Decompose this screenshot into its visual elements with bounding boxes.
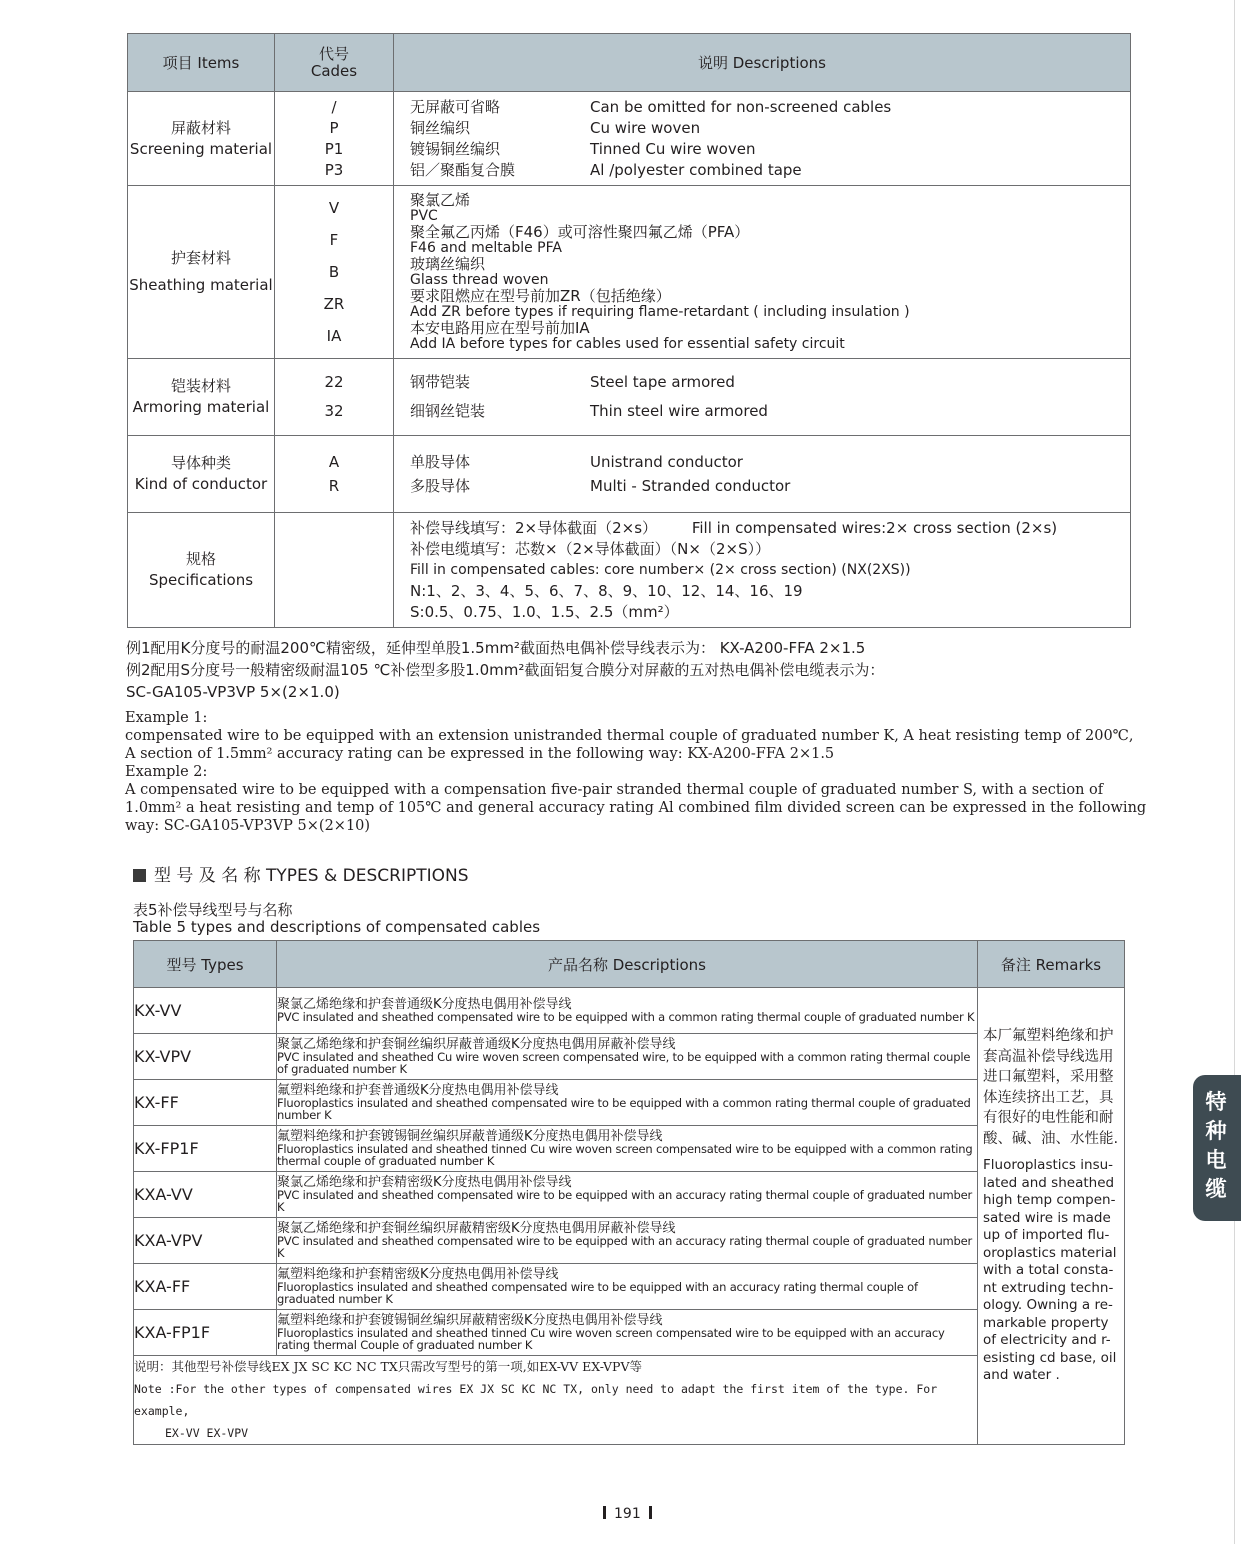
type-code: KX-VV	[134, 988, 277, 1034]
spec-line-1-zh: 补偿导线填写：2×导体截面（2×s）	[410, 518, 658, 537]
type-description-zh: 聚氯乙烯绝缘和护套普通级K分度热电偶用补偿导线	[277, 996, 572, 1012]
page-number-bar-icon	[603, 1506, 606, 1519]
desc-en: Can be omitted for non-screened cables	[590, 97, 892, 116]
header-codes-en: Cades	[310, 61, 358, 80]
item-en: Sheathing material	[129, 276, 273, 294]
header-types: 型号 Types	[134, 941, 277, 988]
note-en: Note :For the other types of compensated wires EX JX SC KC NC TX, only need to adapt the first item of the type. For example,	[134, 1382, 938, 1418]
remarks-cell	[978, 988, 1125, 1445]
codes-screening	[275, 92, 394, 186]
type-description-zh: 氟塑料绝缘和护套精密级K分度热电偶用补偿导线	[277, 1267, 559, 1282]
row-conductor	[128, 436, 1131, 513]
example-zh-line: 例2配用S分度号一般精密级耐温105 ℃补偿型多股1.0mm²截面铝复合膜分对屏蔽的五对热电偶补偿电缆表示为：	[126, 661, 885, 679]
desc-zh: 无屏蔽可省略	[410, 97, 501, 116]
desc-armoring	[394, 359, 1131, 436]
spec-line-4: N:1、2、3、4、5、6、7、8、9、10、12、14、16、19	[410, 581, 803, 600]
table2-caption-zh: 表5补偿导线型号与名称	[133, 901, 293, 919]
desc-en: PVC	[410, 208, 438, 224]
type-description	[277, 1310, 978, 1356]
type-code: KXA-VPV	[134, 1218, 277, 1264]
item-zh: 护套材料	[170, 249, 231, 267]
desc-zh: 多股导体	[410, 477, 471, 495]
row-armoring	[128, 359, 1131, 436]
type-description-zh: 氟塑料绝缘和护套镀锡铜丝编织屏蔽精密级K分度热电偶用补偿导线	[277, 1313, 663, 1328]
desc-en: Steel tape armored	[590, 373, 735, 391]
type-description	[277, 1126, 978, 1172]
header-codes	[275, 34, 394, 92]
table-row	[134, 1310, 1125, 1356]
item-zh: 导体种类	[170, 454, 231, 472]
type-description	[277, 1264, 978, 1310]
section-title	[133, 861, 469, 886]
table-row	[134, 1080, 1125, 1126]
desc-en: Thin steel wire armored	[590, 402, 768, 420]
desc-en: F46 and meltable PFA	[410, 240, 562, 256]
types-table	[133, 940, 1125, 1445]
side-tab-char: 种	[1205, 1119, 1227, 1143]
table2-caption	[133, 902, 540, 936]
type-description	[277, 1172, 978, 1218]
codes-table	[127, 33, 1131, 628]
side-tab-char: 特	[1205, 1090, 1227, 1114]
item-screening	[128, 92, 275, 186]
type-description-en: Fluoroplastics insulated and sheathed tinned Cu wire woven screen compensated wire to be equipped with an accuracy rating thermal Couple of graduated number K	[277, 1326, 945, 1352]
example-en-line: Example 2:	[125, 764, 208, 780]
item-en: Specifications	[148, 571, 254, 589]
desc-en: Add IA before types for cables used for essential safety circuit	[410, 336, 845, 352]
desc-en: Add ZR before types if requiring flame-retardant ( including insulation )	[410, 304, 910, 320]
square-bullet-icon	[133, 869, 146, 882]
table2-caption-en: Table 5 types and descriptions of compensated cables	[133, 918, 541, 936]
type-description-en: PVC insulated and sheathed compensated wire to be equipped with an accuracy rating thermal couple of graduated number K	[277, 1188, 973, 1214]
note-en-2: EX-VV EX-VPV	[165, 1426, 249, 1440]
example-en-line: compensated wire to be equipped with an extension unistranded thermal couple of graduated number K, A heat resisting temp of 200℃,	[125, 728, 1134, 744]
type-description-en: Fluoroplastics insulated and sheathed compensated wire to be equipped with an accuracy rating thermal couple of graduated number K	[277, 1280, 918, 1306]
code: F	[329, 231, 339, 249]
table-row	[134, 988, 1125, 1034]
example-en-line: A section of 1.5mm² accuracy rating can be expressed in the following way: KX-A200-FFA 2×1.5	[125, 746, 835, 762]
spec-line-3: Fill in compensated cables: core number× (2× cross section) (NX(2XS))	[410, 561, 911, 578]
type-description-zh: 氟塑料绝缘和护套普通级K分度热电偶用补偿导线	[277, 1083, 559, 1098]
type-description	[277, 988, 978, 1034]
example-zh-line: SC-GA105-VP3VP 5×(2×1.0)	[126, 683, 340, 701]
desc-zh: 聚氯乙烯	[410, 191, 471, 209]
item-zh: 铠装材料	[170, 377, 231, 395]
example-en-line: 1.0mm² a heat resisting and temp of 105℃ and general accuracy rating Al combined film divided screen can be expressed in the following	[125, 800, 1147, 816]
desc-en: Cu wire woven	[590, 118, 701, 137]
desc-zh: 聚全氟乙丙烯（F46）或可溶性聚四氟乙烯（PFA）	[410, 223, 750, 241]
desc-zh: 铝／聚酯复合膜	[410, 160, 516, 179]
item-armoring	[128, 359, 275, 436]
examples-en	[125, 709, 1155, 835]
desc-zh: 单股导体	[410, 453, 471, 471]
desc-sheathing	[394, 186, 1131, 359]
desc-en: Unistrand conductor	[590, 453, 743, 471]
codes-sheathing	[275, 186, 394, 359]
table-row	[134, 1172, 1125, 1218]
note-cell	[134, 1356, 978, 1445]
table-row	[134, 1034, 1125, 1080]
type-description-zh: 聚氯乙烯绝缘和护套铜丝编织屏蔽精密级K分度热电偶用屏蔽补偿导线	[277, 1221, 676, 1236]
type-code: KX-FP1F	[134, 1126, 277, 1172]
row-sheathing	[128, 186, 1131, 359]
row-specifications	[128, 513, 1131, 628]
row-screening	[128, 92, 1131, 186]
desc-specifications	[394, 513, 1131, 628]
code: IA	[326, 327, 342, 345]
note-zh: 说明：其他型号补偿导线EX JX SC KC NC TX只需改写型号的第一项,如EX-VV EX-VPV等	[134, 1359, 642, 1374]
side-tab-char: 缆	[1205, 1177, 1227, 1201]
type-description	[277, 1080, 978, 1126]
code: P1	[324, 139, 344, 158]
examples-zh	[126, 637, 884, 703]
code: P	[329, 118, 339, 137]
desc-zh: 本安电路用应在型号前加IA	[410, 319, 590, 337]
page-number-text: 191	[614, 1506, 641, 1522]
type-code: KX-FF	[134, 1080, 277, 1126]
header-codes-zh: 代号	[318, 44, 349, 63]
header-items: 项目 Items	[128, 34, 275, 92]
type-description	[277, 1218, 978, 1264]
spec-line-1-en: Fill in compensated wires:2× cross section (2×s)	[691, 518, 1058, 537]
header-descriptions: 说明 Descriptions	[394, 34, 1131, 92]
code: ZR	[323, 295, 345, 313]
example-en-line: A compensated wire to be equipped with a compensation five-pair stranded thermal couple of graduated number S, with a section of	[125, 782, 1104, 798]
desc-zh: 细钢丝铠装	[410, 402, 486, 420]
example-en-line: Example 1:	[125, 710, 208, 726]
spec-line-1	[410, 518, 1130, 539]
example-zh-line: 例1配用K分度号的耐温200℃精密级，延伸型单股1.5mm²截面热电偶补偿导线表示为： KX-A200-FFA 2×1.5	[126, 639, 866, 657]
type-description-en: PVC insulated and sheathed compensated wire to be equipped with a common rating thermal couple of graduated number K	[277, 1009, 975, 1024]
codes-specifications	[275, 513, 394, 628]
page-number-bar-icon	[649, 1506, 652, 1519]
code: V	[328, 199, 340, 217]
section-title-text: 型 号 及 名 称 TYPES & DESCRIPTIONS	[154, 866, 469, 886]
spec-line-2: 补偿电缆填写：芯数×（2×导体截面）（N×（2×S））	[410, 539, 771, 558]
type-code: KXA-FF	[134, 1264, 277, 1310]
note-row	[134, 1356, 1125, 1445]
code: A	[328, 453, 340, 471]
type-description-en: PVC insulated and sheathed Cu wire woven screen compensated wire, to be equipped with a common rating thermal couple of graduated number K	[277, 1050, 971, 1076]
item-zh: 规格	[185, 550, 216, 568]
item-en: Screening material	[129, 139, 273, 158]
header-product-descriptions: 产品名称 Descriptions	[277, 941, 978, 988]
codes-conductor	[275, 436, 394, 513]
type-description-zh: 氟塑料绝缘和护套镀锡铜丝编织屏蔽普通级K分度热电偶用补偿导线	[277, 1129, 663, 1144]
item-sheathing	[128, 186, 275, 359]
code: P3	[324, 160, 344, 179]
example-en-line: way: SC-GA105-VP3VP 5×(2×10)	[125, 818, 371, 834]
item-en: Kind of conductor	[134, 475, 268, 493]
desc-en: Tinned Cu wire woven	[590, 139, 756, 158]
type-description-en: Fluoroplastics insulated and sheathed compensated wire to be equipped with a common rating thermal couple of graduated number K	[277, 1096, 971, 1122]
code: 32	[324, 402, 344, 420]
item-conductor	[128, 436, 275, 513]
page-number	[595, 1506, 660, 1522]
desc-conductor	[394, 436, 1131, 513]
type-description-en: PVC insulated and sheathed compensated wire to be equipped with an accuracy rating thermal couple of graduated number K	[277, 1234, 973, 1260]
codes-table-header	[128, 34, 1131, 92]
desc-screening	[394, 92, 1131, 186]
type-code: KXA-VV	[134, 1172, 277, 1218]
type-code: KX-VPV	[134, 1034, 277, 1080]
side-tab-char: 电	[1205, 1148, 1227, 1172]
desc-zh: 钢带铠装	[410, 373, 471, 391]
desc-en: Glass thread woven	[410, 272, 549, 288]
code: /	[331, 97, 337, 116]
desc-zh: 要求阻燃应在型号前加ZR（包括绝缘）	[410, 287, 671, 305]
codes-armoring	[275, 359, 394, 436]
spec-line-5: S:0.5、0.75、1.0、1.5、2.5（mm²）	[410, 602, 679, 621]
remarks-en: Fluoroplastics insu-lated and sheathed high temp compen-sated wire is made up of imported flu-oroplastics material with a total consta-nt extruding techn-ology. Owning a re-markable property of electricity and r-esisting cd base, oil and water .	[983, 1157, 1117, 1383]
table-row	[134, 1218, 1125, 1264]
type-description-zh: 聚氯乙烯绝缘和护套精密级K分度热电偶用补偿导线	[277, 1175, 572, 1190]
type-description-zh: 聚氯乙烯绝缘和护套铜丝编织屏蔽普通级K分度热电偶用屏蔽补偿导线	[277, 1037, 676, 1052]
desc-zh: 铜丝编织	[410, 118, 471, 137]
table-row	[134, 1264, 1125, 1310]
item-specifications	[128, 513, 275, 628]
type-code: KXA-FP1F	[134, 1310, 277, 1356]
code: R	[328, 477, 340, 495]
page-edge-line	[1234, 0, 1235, 1544]
desc-en: Al /polyester combined tape	[590, 160, 802, 179]
desc-zh: 玻璃丝编织	[410, 255, 486, 273]
code: B	[328, 263, 340, 281]
type-description-en: Fluoroplastics insulated and sheathed tinned Cu wire woven screen compensated wire to be equipped with a common rating thermal couple of graduated number K	[277, 1142, 973, 1168]
types-table-header	[134, 941, 1125, 988]
category-side-tab[interactable]	[1193, 1075, 1241, 1221]
desc-en: Multi - Stranded conductor	[590, 477, 791, 495]
remarks-zh: 本厂氟塑料绝缘和护套高温补偿导线选用进口氟塑料，采用整体连续挤出工艺，具有很好的电性能和耐酸、碱、油、水性能.	[983, 1028, 1119, 1147]
type-description	[277, 1034, 978, 1080]
code: 22	[324, 373, 344, 391]
desc-zh: 镀锡铜丝编织	[410, 139, 501, 158]
table-row	[134, 1126, 1125, 1172]
item-zh: 屏蔽材料	[170, 118, 231, 137]
header-remarks: 备注 Remarks	[978, 941, 1125, 988]
item-en: Armoring material	[132, 398, 270, 416]
